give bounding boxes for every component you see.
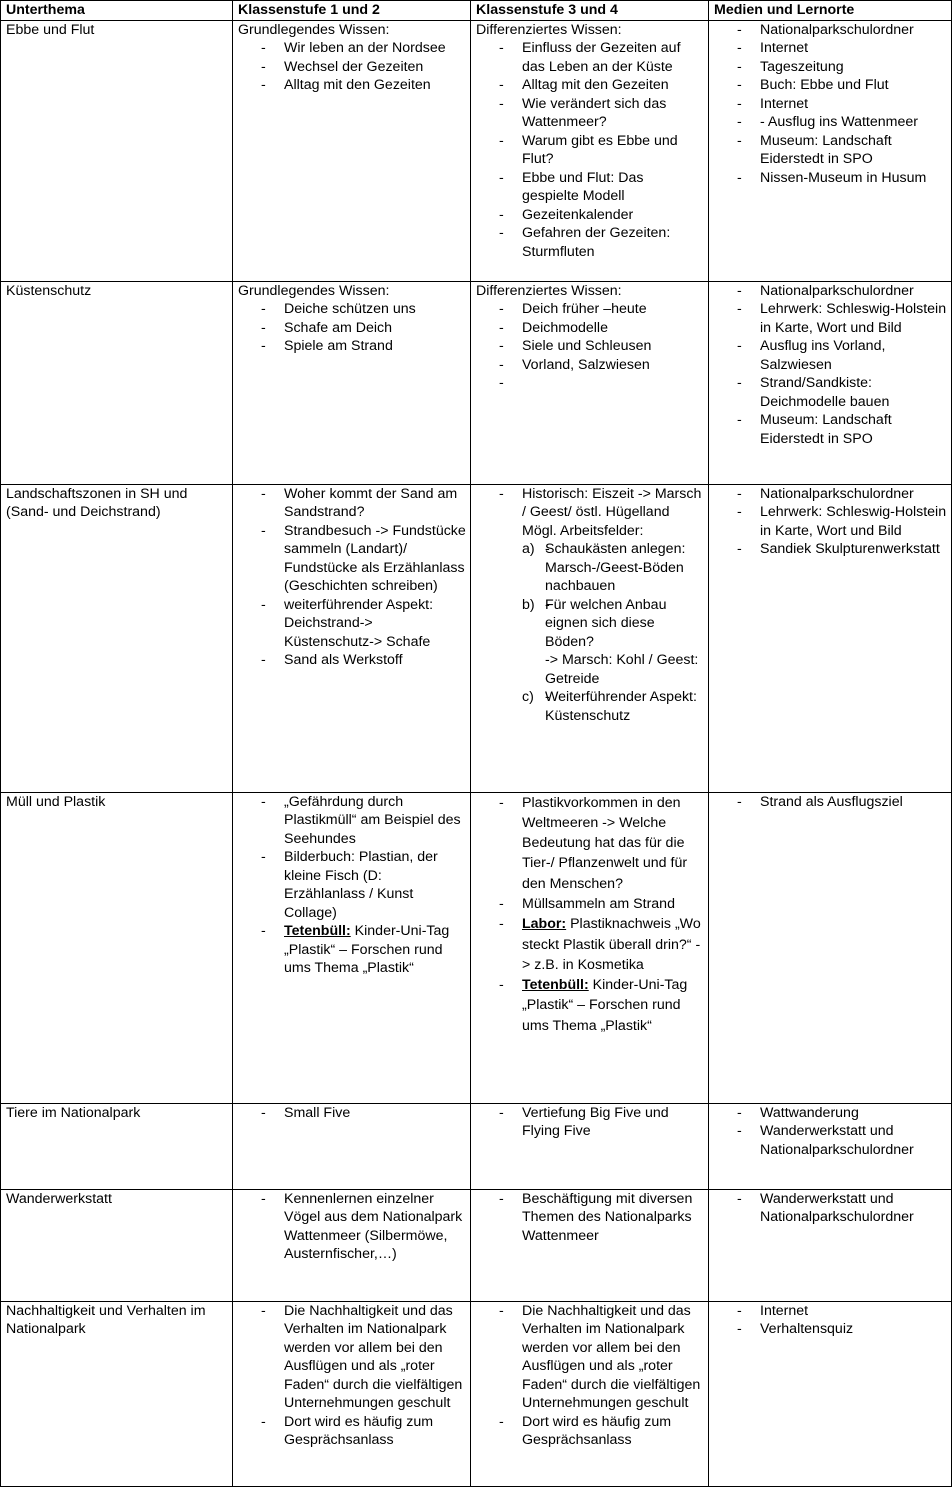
list-item: - Nationalparkschulordner xyxy=(714,485,947,504)
alpha-text: Weiterführender Aspekt: Küstenschutz xyxy=(545,689,697,724)
list-item: - Wir leben an der Nordsee xyxy=(238,39,466,58)
list-item: - Vertiefung Big Five und Flying Five xyxy=(476,1104,704,1141)
k12-cell xyxy=(233,484,471,792)
header-media: Medien und Lernorte xyxy=(709,1,952,21)
media-list xyxy=(714,793,947,812)
media-list xyxy=(714,1190,947,1227)
table-row xyxy=(1,1103,952,1189)
list-item: - Ausflug ins Vorland, Salzwiesen xyxy=(714,337,947,374)
list-item: - Gefahren der Gezeiten: Sturmfluten xyxy=(476,224,704,261)
k34-sub: Mögl. Arbeitsfelder: xyxy=(522,522,644,539)
k12-cell xyxy=(233,1301,471,1486)
k34-cell xyxy=(471,20,709,281)
k12-list xyxy=(238,793,466,978)
media-cell xyxy=(709,281,952,484)
list-item: - Museum: Landschaft Eiderstedt in SPO xyxy=(714,132,947,169)
tetenbuell-text: Kinder-Uni-Tag „Plastik“ – Forschen rund ums Thema „Plastik“ xyxy=(522,977,688,1034)
k12-list xyxy=(238,300,466,356)
media-list xyxy=(714,1302,947,1339)
list-item xyxy=(476,914,704,975)
list-item: - Kennenlernen einzelner Vögel aus dem Nationalpark Wattenmeer (Silbermöwe, Austernfischer,…) xyxy=(238,1190,466,1264)
table-row xyxy=(1,1189,952,1301)
alpha-extra: -> Marsch: Kohl / Geest: Getreide xyxy=(545,652,699,687)
k12-intro: Grundlegendes Wissen: xyxy=(238,282,390,299)
list-item: - Die Nachhaltigkeit und das Verhalten im Nationalpark werden vor allem bei den Ausflügen und als „roter Faden“ durch die vielfältigen Unternehmungen geschult xyxy=(238,1302,466,1413)
table-row xyxy=(1,281,952,484)
list-item xyxy=(476,975,704,1036)
k12-cell xyxy=(233,1103,471,1189)
alpha-marker: - c) xyxy=(522,689,534,705)
k34-list xyxy=(476,300,704,393)
media-cell xyxy=(709,792,952,1103)
k34-cell xyxy=(471,1103,709,1189)
media-cell xyxy=(709,1189,952,1301)
list-item: - Strand als Ausflugsziel xyxy=(714,793,947,812)
list-item: - Wanderwerkstatt und Nationalparkschulordner xyxy=(714,1190,947,1227)
table-row xyxy=(1,20,952,281)
media-list xyxy=(714,485,947,559)
topic-cell: Ebbe und Flut xyxy=(1,20,233,281)
labor-label: Labor: xyxy=(522,916,567,933)
k12-cell xyxy=(233,281,471,484)
list-item: - Dort wird es häufig zum Gesprächsanlass xyxy=(238,1413,466,1450)
list-item: - Beschäftigung mit diversen Themen des Nationalparks Wattenmeer xyxy=(476,1190,704,1246)
k34-list xyxy=(476,1190,704,1246)
list-item: - - Ausflug ins Wattenmeer xyxy=(714,113,947,132)
list-item: - Internet xyxy=(714,95,947,114)
k12-cell xyxy=(233,792,471,1103)
header-k12: Klassenstufe 1 und 2 xyxy=(233,1,471,21)
alpha-text: Für welchen Anbau eignen sich diese Böden? xyxy=(545,596,667,650)
list-item: - Lehrwerk: Schleswig-Holstein in Karte, Wort und Bild xyxy=(714,300,947,337)
k34-cell xyxy=(471,1301,709,1486)
list-item-empty xyxy=(476,374,704,393)
k12-list xyxy=(238,1104,466,1123)
k34-main: - Historisch: Eiszeit -> Marsch / Geest/ östl. Hügelland xyxy=(522,485,702,520)
alpha-marker: - a) xyxy=(522,541,535,557)
media-list xyxy=(714,1104,947,1160)
header-row xyxy=(1,1,952,21)
alpha-text: Schaukästen anlegen: Marsch-/Geest-Böden nachbauen xyxy=(545,541,686,594)
list-item: - Wie verändert sich das Wattenmeer? xyxy=(476,95,704,132)
table-row xyxy=(1,484,952,792)
header-topic: Unterthema xyxy=(1,1,233,21)
tetenbuell-text: Kinder-Uni-Tag „Plastik“ – Forschen rund ums Thema „Plastik“ xyxy=(284,923,450,976)
list-item: - Ebbe und Flut: Das gespielte Modell xyxy=(476,169,704,206)
k34-list xyxy=(476,1104,704,1141)
list-item: - Die Nachhaltigkeit und das Verhalten im Nationalpark werden vor allem bei den Ausflügen und als „roter Faden“ durch die vielfältigen Unternehmungen geschult xyxy=(476,1302,704,1413)
list-item: - Strandbesuch -> Fundstücke sammeln (Landart)/ Fundstücke als Erzählanlass (Geschichten schreiben) xyxy=(238,522,466,596)
list-item: - Woher kommt der Sand am Sandstrand? xyxy=(238,485,466,522)
list-item: - Deich früher –heute xyxy=(476,300,704,319)
list-item: - Deiche schützen uns xyxy=(238,300,466,319)
list-item: - Nissen-Museum in Husum xyxy=(714,169,947,188)
k34-cell xyxy=(471,792,709,1103)
k12-list xyxy=(238,1190,466,1264)
list-item: - Plastikvorkommen in den Weltmeeren -> Welche Bedeutung hat das für die Tier-/ Pflanzenwelt und für den Menschen? xyxy=(476,793,704,894)
list-item: - Bilderbuch: Plastian, der kleine Fisch (D: Erzählanlass / Kunst Collage) xyxy=(238,848,466,922)
list-item: - Alltag mit den Gezeiten xyxy=(476,76,704,95)
topic-cell: Küstenschutz xyxy=(1,281,233,484)
list-item: - Siele und Schleusen xyxy=(476,337,704,356)
table-row xyxy=(1,792,952,1103)
topic-cell: Müll und Plastik xyxy=(1,792,233,1103)
k34-intro: Differenziertes Wissen: xyxy=(476,282,622,299)
labor-text: Plastiknachweis „Wo steckt Plastik überall drin?“ -> z.B. in Kosmetika xyxy=(522,916,701,973)
list-item: - Internet xyxy=(714,39,947,58)
k34-cell xyxy=(471,1189,709,1301)
list-item: - Deichmodelle xyxy=(476,319,704,338)
list-item: - „Gefährdung durch Plastikmüll“ am Beispiel des Seehundes xyxy=(238,793,466,849)
k34-list xyxy=(476,485,704,726)
list-item: - Tageszeitung xyxy=(714,58,947,77)
list-item: - Sand als Werkstoff xyxy=(238,651,466,670)
list-item: - Müllsammeln am Strand xyxy=(476,894,704,914)
list-item xyxy=(238,922,466,978)
list-item: - Lehrwerk: Schleswig-Holstein in Karte, Wort und Bild xyxy=(714,503,947,540)
k34-list xyxy=(476,793,704,1037)
list-item: - Gezeitenkalender xyxy=(476,206,704,225)
k34-intro: Differenziertes Wissen: xyxy=(476,21,622,38)
list-item: - Wattwanderung xyxy=(714,1104,947,1123)
list-item: - Alltag mit den Gezeiten xyxy=(238,76,466,95)
k12-cell xyxy=(233,20,471,281)
alpha-list xyxy=(522,540,704,725)
list-item: - Dort wird es häufig zum Gesprächsanlass xyxy=(476,1413,704,1450)
media-list xyxy=(714,21,947,188)
k34-list xyxy=(476,39,704,261)
list-item: - Spiele am Strand xyxy=(238,337,466,356)
list-item: - Verhaltensquiz xyxy=(714,1320,947,1339)
list-item: - Nationalparkschulordner xyxy=(714,282,947,301)
k12-list xyxy=(238,1302,466,1450)
list-item: - Strand/Sandkiste: Deichmodelle bauen xyxy=(714,374,947,411)
list-item: - Small Five xyxy=(238,1104,466,1123)
list-item: - Museum: Landschaft Eiderstedt in SPO xyxy=(714,411,947,448)
k12-cell xyxy=(233,1189,471,1301)
list-item: - Einfluss der Gezeiten auf das Leben an der Küste xyxy=(476,39,704,76)
list-item: - weiterführender Aspekt: Deichstrand-> Küstenschutz-> Schafe xyxy=(238,596,466,652)
alpha-item xyxy=(522,540,704,596)
tetenbuell-label: Tetenbüll: xyxy=(522,977,589,994)
alpha-marker: - b) xyxy=(522,596,535,613)
list-item: - Buch: Ebbe und Flut xyxy=(714,76,947,95)
k12-list xyxy=(238,39,466,95)
media-list xyxy=(714,282,947,449)
list-item: - Wanderwerkstatt und Nationalparkschulordner xyxy=(714,1122,947,1159)
media-cell xyxy=(709,1301,952,1486)
list-item: - Schafe am Deich xyxy=(238,319,466,338)
tetenbuell-label: Tetenbüll: xyxy=(284,923,351,939)
list-item: - Sandiek Skulpturenwerkstatt xyxy=(714,540,947,559)
media-cell xyxy=(709,1103,952,1189)
topic-cell: Wanderwerkstatt xyxy=(1,1189,233,1301)
topic-cell: Nachhaltigkeit und Verhalten im Nationalpark xyxy=(1,1301,233,1486)
table-row xyxy=(1,1301,952,1486)
k34-cell xyxy=(471,281,709,484)
media-cell xyxy=(709,484,952,792)
list-item: - Warum gibt es Ebbe und Flut? xyxy=(476,132,704,169)
topic-cell: Landschaftszonen in SH und (Sand- und Deichstrand) xyxy=(1,484,233,792)
list-item: - Vorland, Salzwiesen xyxy=(476,356,704,375)
k12-intro: Grundlegendes Wissen: xyxy=(238,21,390,38)
media-cell xyxy=(709,20,952,281)
k34-list xyxy=(476,1302,704,1450)
list-item: - Internet xyxy=(714,1302,947,1321)
k12-list xyxy=(238,485,466,670)
topic-cell: Tiere im Nationalpark xyxy=(1,1103,233,1189)
list-item xyxy=(476,485,704,726)
header-k34: Klassenstufe 3 und 4 xyxy=(471,1,709,21)
alpha-item xyxy=(522,688,704,725)
list-item: - Wechsel der Gezeiten xyxy=(238,58,466,77)
alpha-item xyxy=(522,596,704,689)
list-item: - Nationalparkschulordner xyxy=(714,21,947,40)
k34-cell xyxy=(471,484,709,792)
